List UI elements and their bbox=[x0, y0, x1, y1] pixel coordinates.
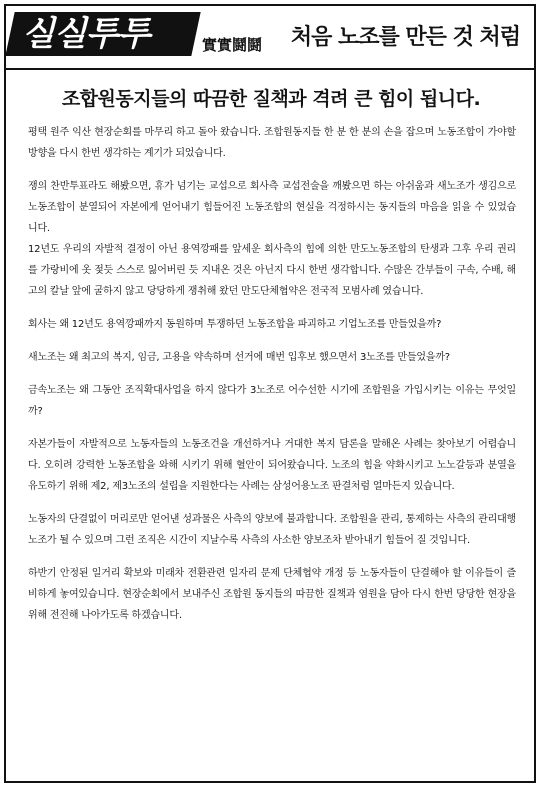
logo-title: 실실투투 bbox=[22, 14, 150, 54]
article-body bbox=[28, 122, 516, 638]
paragraph: 평택 원주 익산 현장순회를 마무리 하고 돌아 왔습니다. 조합원동지들 한 분 한 분의 손을 잡으며 노동조합이 가야할 방향을 다시 한번 생각하는 계기가 되었습니다. bbox=[28, 127, 516, 159]
paragraph: 새노조는 왜 최고의 복지, 임금, 고용을 약속하며 선거에 매번 입후보 했으면서 3노조를 만들었을까? bbox=[28, 352, 450, 363]
header-divider bbox=[6, 68, 534, 70]
logo-hanja: 實實鬪鬪 bbox=[202, 36, 263, 54]
paragraph: 쟁의 찬반투표라도 해봤으면, 휴가 넘기는 교섭으로 회사측 교섭전술을 깨봤으면 하는 아쉬움과 새노조가 생김으로 노동조합이 분열되어 자본에게 얻어내기 힘들어진 노동조합의 현실을 걱정하시는 동지들의 마음을 읽을 수 있었습니다. bbox=[28, 181, 516, 234]
headline: 조합원동지들의 따끔한 질책과 격려 큰 힘이 됩니다. bbox=[61, 88, 481, 110]
paragraph: 12년도 우리의 자발적 결정이 아닌 용역깡패를 앞세운 회사측의 힘에 의한 만도노동조합의 탄생과 그후 우리 권리를 가랑비에 옷 젖듯 스스로 잃어버린 듯 지내온 것은 아닌지 다시 한번 생각합니다. 수많은 간부들이 구속, 수배, 해고의 칼날 앞에 굴하지 않고 당당하게 쟁취해 왔던 만도단체협약은 전국적 모범사례 였습니다. bbox=[28, 244, 516, 297]
paragraph: 회사는 왜 12년도 용역깡패까지 동원하며 투쟁하던 노동조합을 파괴하고 기업노조를 만들었을까? bbox=[28, 319, 442, 330]
paragraph: 노동자의 단결없이 머리로만 얻어낸 성과물은 사측의 양보에 불과합니다. 조합원을 관리, 통제하는 사측의 관리대행 노조가 될 수 있으며 그런 조직은 시간이 지날수록 사측의 사소한 양보조차 받아내기 힘들어 질 것입니다. bbox=[28, 514, 516, 546]
masthead bbox=[6, 6, 534, 72]
slogan: 처음 노조를 만든 것 처럼 bbox=[290, 25, 520, 50]
paragraph: 금속노조는 왜 그동안 조직확대사업을 하지 않다가 3노조로 어수선한 시기에 조합원을 가입시키는 이유는 무엇일까? bbox=[28, 385, 516, 417]
paragraph: 자본가들이 자발적으로 노동자들의 노동조건을 개선하거나 거대한 복지 담론을 말해온 사례는 찾아보기 어렵습니다. 오히려 강력한 노동조합을 와해 시키기 위해 혈안이 되어왔습니다. 노조의 힘을 약화시키고 노노갈등과 분열을 유도하기 위해 제2, 제3노조의 설립을 지원한다는 사례는 삼성어용노조 판결처럼 얼마든지 있습니다. bbox=[28, 439, 516, 492]
paragraph: 하반기 안정된 일거리 확보와 미래차 전환관련 일자리 문제 단체협약 개정 등 노동자들이 단결해야 할 이유들이 즐비하게 놓여있습니다. 현장순회에서 보내주신 조합원 동지들의 따끔한 질책과 염원을 담아 다시 한번 당당한 현장을 위해 전진해 나아가도록 하겠습니다. bbox=[28, 568, 516, 621]
